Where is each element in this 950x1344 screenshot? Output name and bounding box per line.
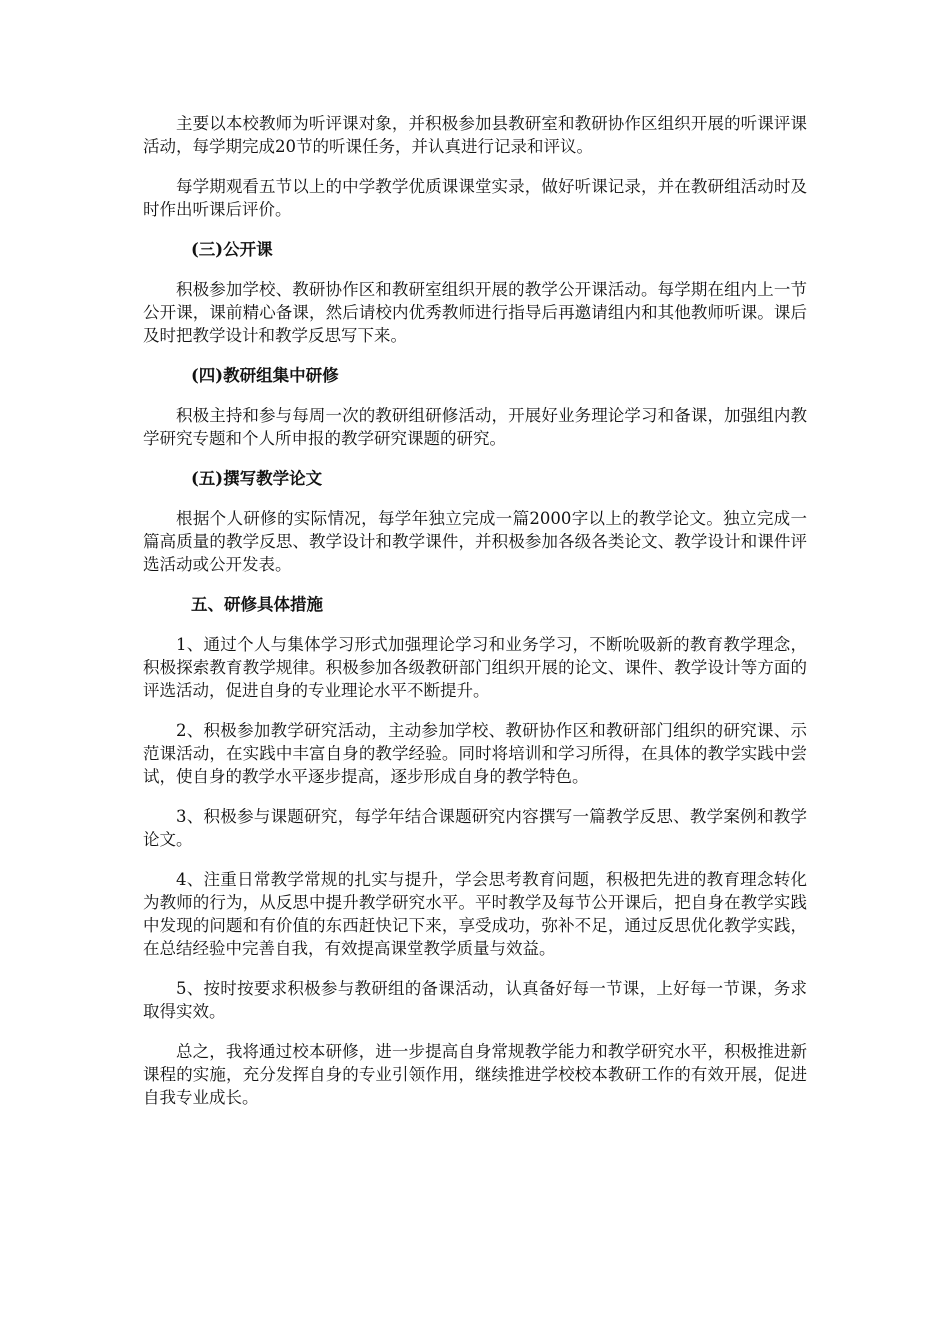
paragraph-observation-videos: 每学期观看五节以上的中学教学优质课课堂实录，做好听课记录，并在教研组活动时及时作出听课后评价。 xyxy=(143,177,807,219)
paragraph-papers: 根据个人研修的实际情况，每学年独立完成一篇2000字以上的教学论文。独立完成一篇高质量的教学反思、教学设计和教学课件，并积极参加各级各类论文、教学设计和课件评选活动或公开发表。 xyxy=(143,509,807,574)
section-heading-papers: (五)撰写教学论文 xyxy=(191,469,323,488)
paragraph-group-study: 积极主持和参与每周一次的教研组研修活动，开展好业务理论学习和备课，加强组内教学研究专题和个人所申报的教学研究课题的研究。 xyxy=(143,406,807,448)
paragraph-measure-5: 5、按时按要求积极参与教研组的备课活动，认真备好每一节课，上好每一节课，务求取得实效。 xyxy=(143,979,807,1021)
section-heading-open-class: (三)公开课 xyxy=(191,240,273,259)
section-heading-group-study: (四)教研组集中研修 xyxy=(191,366,339,385)
paragraph-open-class: 积极参加学校、教研协作区和教研室组织开展的教学公开课活动。每学期在组内上一节公开课，课前精心备课，然后请校内优秀教师进行指导后再邀请组内和其他教师听课。课后及时把教学设计和教学反思写下来。 xyxy=(143,280,807,345)
paragraph-measure-4: 4、注重日常教学常规的扎实与提升，学会思考教育问题，积极把先进的教育理念转化为教师的行为，从反思中提升教学研究水平。平时教学及每节公开课后，把自身在教学实践中发现的问题和有价值的东西赶快记下来，享受成功，弥补不足，通过反思优化教学实践，在总结经验中完善自我，有效提高课堂教学质量与效益。 xyxy=(143,870,807,958)
paragraph-measure-3: 3、积极参与课题研究，每学年结合课题研究内容撰写一篇教学反思、教学案例和教学论文。 xyxy=(143,807,807,849)
paragraph-measure-2: 2、积极参加教学研究活动，主动参加学校、教研协作区和教研部门组织的研究课、示范课活动，在实践中丰富自身的教学经验。同时将培训和学习所得，在具体的教学实践中尝试，使自身的教学水平逐步提高，逐步形成自身的教学特色。 xyxy=(143,721,807,786)
paragraph-measure-1: 1、通过个人与集体学习形式加强理论学习和业务学习，不断吮吸新的教育教学理念，积极探索教育教学规律。积极参加各级教研部门组织开展的论文、课件、教学设计等方面的评选活动，促进自身的专业理论水平不断提升。 xyxy=(143,635,807,700)
paragraph-observation-peers: 主要以本校教师为听评课对象，并积极参加县教研室和教研协作区组织开展的听课评课活动，每学期完成20节的听课任务，并认真进行记录和评议。 xyxy=(143,114,807,156)
document-page xyxy=(143,112,807,1126)
paragraph-conclusion: 总之，我将通过校本研修，进一步提高自身常规教学能力和教学研究水平，积极推进新课程的实施，充分发挥自身的专业引领作用，继续推进学校校本教研工作的有效开展，促进自我专业成长。 xyxy=(143,1042,807,1107)
section-heading-measures: 五、研修具体措施 xyxy=(191,595,323,614)
